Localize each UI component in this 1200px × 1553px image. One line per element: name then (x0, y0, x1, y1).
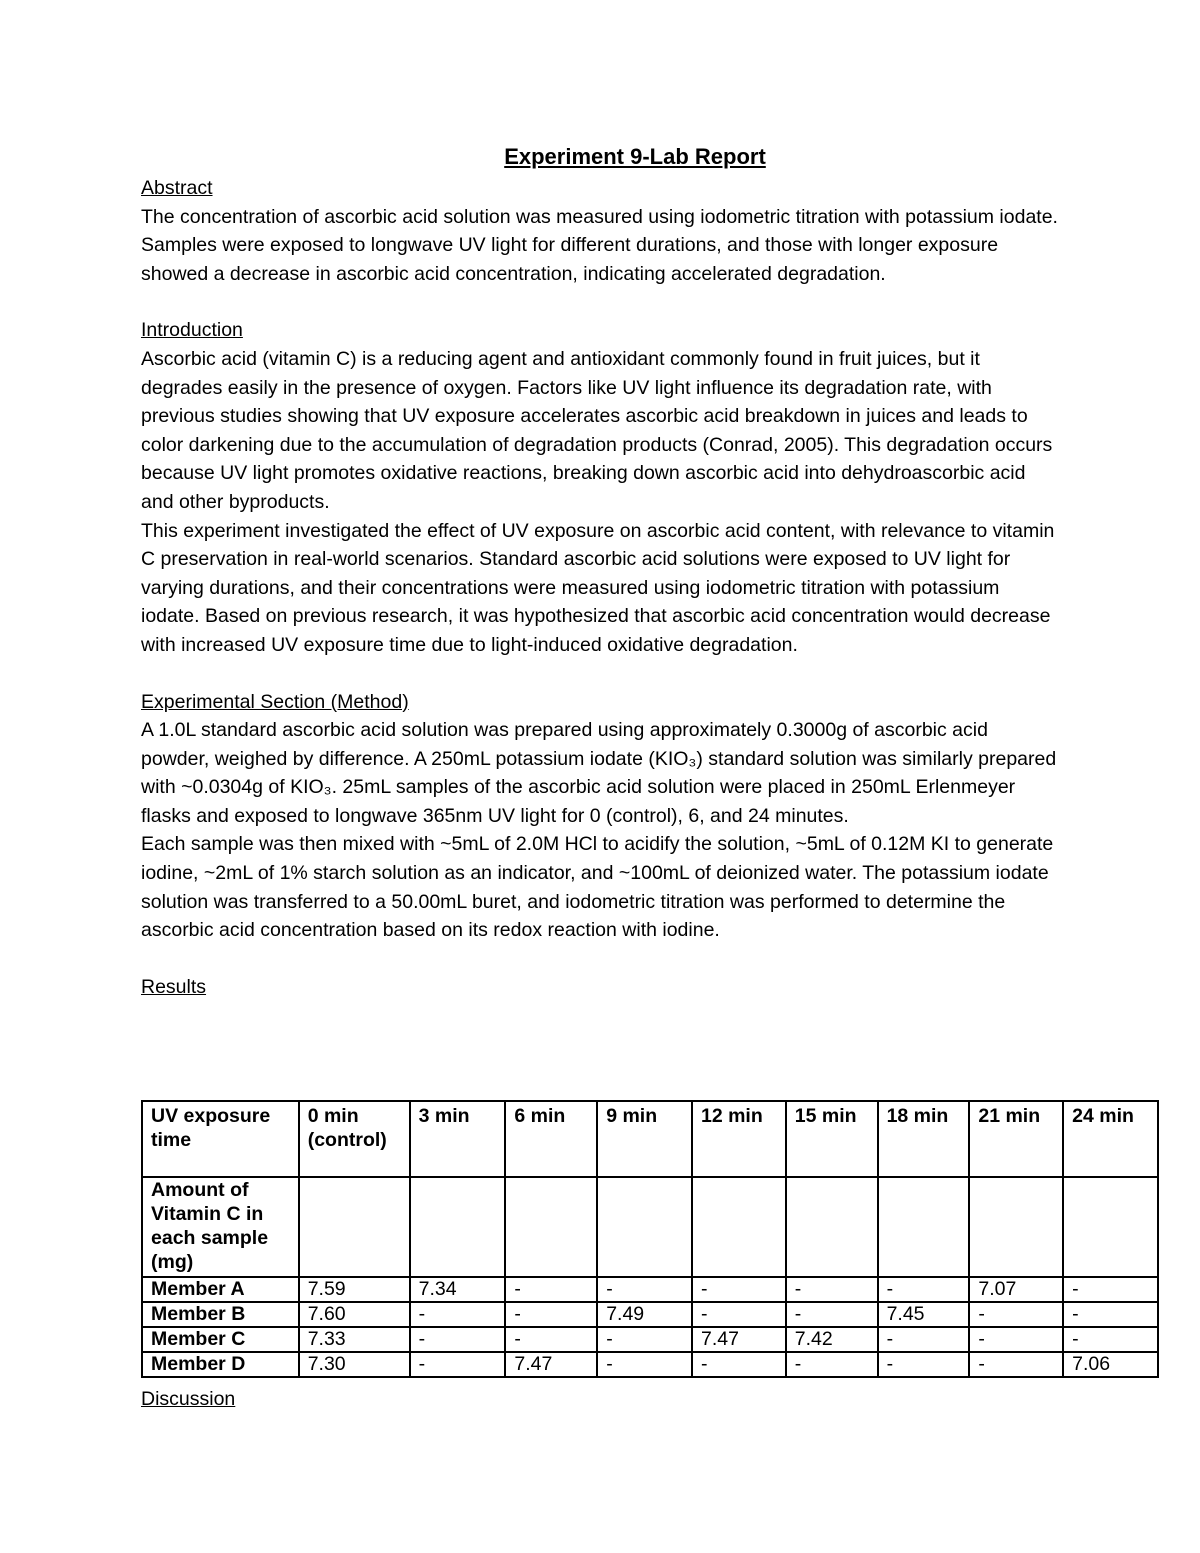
value-cell: - (1063, 1277, 1158, 1302)
value-cell: - (786, 1277, 878, 1302)
table-header-row (142, 1101, 1158, 1177)
value-cell: - (597, 1327, 692, 1352)
value-cell: - (692, 1302, 786, 1327)
member-label-cell: Member C (142, 1327, 299, 1352)
introduction-paragraph-1: Ascorbic acid (vitamin C) is a reducing agent and antioxidant commonly found in fruit juices, but it degrades easily in the presence of oxygen. Factors like UV light influence its degradation rate, with previous studies showing that UV exposure accelerates ascorbic acid breakdown in juices and leads to color darkening due to the accumulation of degradation products (Conrad, 2005). This degradation occurs because UV light promotes oxidative reactions, breaking down ascorbic acid into dehydroascorbic acid and other byproducts. (141, 347, 1053, 513)
member-label-cell: Member A (142, 1277, 299, 1302)
value-cell: - (1063, 1302, 1158, 1327)
table-header-cell: 15 min (786, 1101, 878, 1177)
table-header-cell: 12 min (692, 1101, 786, 1177)
table-header-cell: 24 min (1063, 1101, 1158, 1177)
member-label-cell: Member D (142, 1352, 299, 1377)
table-header-cell: UV exposure time (142, 1101, 299, 1177)
value-cell: - (505, 1302, 597, 1327)
value-cell: - (410, 1352, 506, 1377)
value-cell: - (969, 1302, 1063, 1327)
table-empty-cell (878, 1177, 970, 1277)
value-cell: - (597, 1352, 692, 1377)
method-paragraph-2: Each sample was then mixed with ~5mL of 2.0M HCl to acidify the solution, ~5mL of 0.12M KI to generate iodine, ~2mL of 1% starch solution as an indicator, and ~100mL of deionized water. The potassium iodate solution was transferred to a 50.00mL buret, and iodometric titration was performed to determine the ascorbic acid concentration based on its redox reaction with iodine. (141, 833, 1054, 942)
section-spacer (141, 945, 1061, 973)
table-row (142, 1327, 1158, 1352)
value-cell: 7.59 (299, 1277, 410, 1302)
value-cell: - (505, 1277, 597, 1302)
value-cell: 7.33 (299, 1327, 410, 1352)
results-heading: Results (141, 975, 207, 998)
report-body (141, 174, 1061, 1001)
table-empty-cell (597, 1177, 692, 1277)
table-empty-cell (505, 1177, 597, 1277)
value-cell: - (878, 1352, 970, 1377)
method-paragraph-1: A 1.0L standard ascorbic acid solution was prepared using approximately 0.3000g of ascorbic acid powder, weighed by difference. A 250mL potassium iodate (KIO₃) standard solution was similarly prepared with ~0.0304g of KIO₃. 25mL samples of the ascorbic acid solution were placed in 250mL Erlenmeyer flasks and exposed to longwave 365nm UV light for 0 (control), 6, and 24 minutes. (141, 719, 1057, 827)
value-cell: 7.07 (969, 1277, 1063, 1302)
table-row (142, 1352, 1158, 1377)
discussion-heading: Discussion (141, 1388, 236, 1410)
value-cell: 7.47 (692, 1327, 786, 1352)
table-row (142, 1277, 1158, 1302)
value-cell: 7.34 (410, 1277, 506, 1302)
value-cell: - (878, 1277, 970, 1302)
value-cell: - (1063, 1327, 1158, 1352)
value-cell: - (410, 1302, 506, 1327)
value-cell: - (692, 1277, 786, 1302)
abstract-text: The concentration of ascorbic acid solution was measured using iodometric titration with potassium iodate. Samples were exposed to longwave UV light for different durations, and those with longer exposure showed a decrease in ascorbic acid concentration, indicating accelerated degradation. (141, 205, 1058, 285)
abstract-heading: Abstract (141, 177, 213, 199)
table-row (142, 1302, 1158, 1327)
value-cell: - (969, 1352, 1063, 1377)
section-spacer (141, 288, 1061, 316)
table-header-cell: 9 min (597, 1101, 692, 1177)
table-empty-cell (692, 1177, 786, 1277)
value-cell: 7.30 (299, 1352, 410, 1377)
table-empty-cell (1063, 1177, 1158, 1277)
table-empty-cell (786, 1177, 878, 1277)
results-table (141, 1100, 1159, 1378)
table-header-cell: 3 min (410, 1101, 506, 1177)
value-cell: 7.49 (597, 1302, 692, 1327)
method-heading: Experimental Section (Method) (141, 690, 409, 713)
member-label-cell: Member B (142, 1302, 299, 1327)
report-title: Experiment 9-Lab Report (504, 144, 766, 169)
introduction-heading: Introduction (141, 319, 243, 342)
value-cell: - (786, 1352, 878, 1377)
value-cell: - (786, 1302, 878, 1327)
table-header-cell: 21 min (969, 1101, 1063, 1177)
section-spacer (141, 660, 1061, 688)
value-cell: - (692, 1352, 786, 1377)
value-cell: 7.60 (299, 1302, 410, 1327)
value-cell: 7.47 (505, 1352, 597, 1377)
table-description-cell: Amount of Vitamin C in each sample (mg) (142, 1177, 299, 1277)
introduction-paragraph-2: This experiment investigated the effect of UV exposure on ascorbic acid content, with relevance to vitamin C preservation in real-world scenarios. Standard ascorbic acid solutions were exposed to UV light for varying durations, and their concentrations were measured using iodometric titration with potassium iodate. Based on previous research, it was hypothesized that ascorbic acid concentration would decrease with increased UV exposure time due to light-induced oxidative degradation. (141, 519, 1055, 656)
table-header-cell: 18 min (878, 1101, 970, 1177)
value-cell: - (505, 1327, 597, 1352)
table-description-row (142, 1177, 1158, 1277)
value-cell: 7.45 (878, 1302, 970, 1327)
value-cell: - (410, 1327, 506, 1352)
value-cell: - (969, 1327, 1063, 1352)
value-cell: 7.42 (786, 1327, 878, 1352)
value-cell: - (597, 1277, 692, 1302)
table-header-cell: 0 min (control) (299, 1101, 410, 1177)
value-cell: - (878, 1327, 970, 1352)
table-empty-cell (299, 1177, 410, 1277)
table-empty-cell (410, 1177, 506, 1277)
value-cell: 7.06 (1063, 1352, 1158, 1377)
table-empty-cell (969, 1177, 1063, 1277)
table-header-cell: 6 min (505, 1101, 597, 1177)
